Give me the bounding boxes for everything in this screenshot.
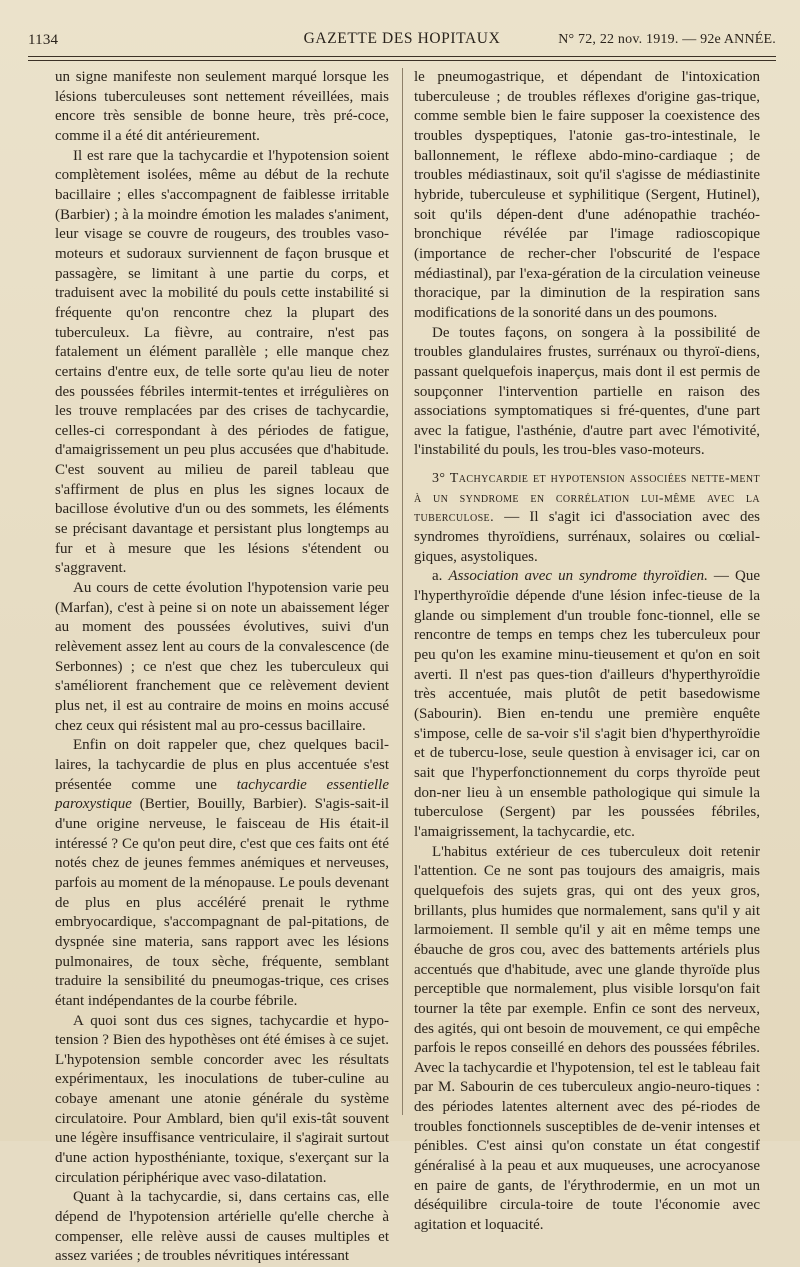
- page-number: 1134: [28, 32, 59, 48]
- right-column: [414, 68, 760, 1236]
- paragraph: A quoi sont dus ces signes, tachycardie et hypo-tension ? Bien des hypothèses ont été émises à ce sujet. L'hypotension semble concorder avec les résultats expérimentaux, les inoculations de tuber-culine au cobaye amenant une atonie générale du système circulatoire. Pour Amblard, bien qu'il exis-tât souvent une légère insuffisance ventriculaire, il s'agirait surtout d'une action hyposthéniante, toxique, s'exerçant sur la circulation périphérique avec vaso-dilatation.: [55, 1012, 389, 1186]
- paragraph: [55, 736, 389, 1011]
- paragraph: L'habitus extérieur de ces tuberculeux doit retenir l'attention. Ce ne sont pas toujours des amaigris, mais quelquefois des sujets gras, qui ont des yeux gros, brillants, plus humides que normalement, sans qu'il y ait larmoiement. Il semble qu'il y ait en même temps une ébauche de gros cou, avec des battements artériels plus accentués que d'habitude, avec une glande thyroïde plus perceptible que normalement, plus visible lorsqu'on fait tourner la tête par exemple. Enfin ce sont des nerveux, des agités, qui ont besoin de mouvement, ce qui empêche parfois le repos conseillé en dehors des poussées fébriles. Avec la tachycardie et l'hypotension, tel est le tableau fait par M. Sabourin de ces tuberculeux angio-neuro-tiques : des périodes latentes alternent avec des pé-riodes de troubles fonctionnels susceptibles de de-venir intenses et pénibles. C'est ainsi qu'on constate un état congestif généralisé à la peau et aux muqueuses, une acrocyanose en paire de gants, de l'érythrodermie, en un mot un déséquilibre circula-toire de toute l'économie avec agitation et loquacité.: [414, 843, 760, 1234]
- text-run: — Que l'hyperthyroïdie dépende d'une lésion infec-tieuse de la glande ou simplement d'un trouble fonc-tionnel, elle se rencontre de temps en temps chez les tuberculeux pour peu qu'on les examine minu-tieusement et qu'on en soit averti. Il n'est pas ques-tion d'ailleurs d'hyperthyroïdie très accentuée, mais plutôt de petit basedowisme (Sabourin). Bien en-tendu une première enquête s'impose, celle de sa-voir s'il s'agit bien d'hyperthyroïdie et de tubercu-lose, seule question à envisager ici, car on sait que l'hyperfonctionnement du corps thyroïde peut don-ner lieu à un ensemble pathologique qui simule la tuberculose (Sergent) par les poussées fébriles, l'amaigrissement, la tachycardie, etc.: [414, 568, 760, 840]
- issue-info: N° 72, 22 nov. 1919. — 92e ANNÉE.: [558, 32, 776, 47]
- paragraph: De toutes façons, on songera à la possibilité de troubles glandulaires frustes, surrénaux ou thyroï-diens, passant quelquefois inaperçus, mais dont il est permis de soupçonner l'intervention partielle en raison des associations symptomatiques si fré-quentes, d'une part avec la fatigue, l'asthénie, d'autre part avec l'émotivité, l'instabilité du pouls, les trou-bles vaso-moteurs.: [414, 324, 760, 459]
- column-divider: [402, 68, 403, 1115]
- subsection-label: a.: [432, 568, 449, 585]
- paragraph: un signe manifeste non seulement marqué lorsque les lésions tuberculeuses sont nettement réveillées, mais encore très sensible de bonne heure, très pré-coce, comme il a été dit antérieurement.: [55, 69, 389, 144]
- page-header: [28, 28, 776, 54]
- paragraph: Il est rare que la tachycardie et l'hypotension soient complètement isolées, même au début de la rechute bacillaire ; elles s'accompagnent de faiblesse irritable (Barbier) ; à la moindre émotion les malades s'animent, leur visage se couvre de rougeurs, des troubles vaso-moteurs et sudoraux surviennent de façon brusque et passagère, se limitant à une partie du corps, et traduisent avec la mobilité du pouls cette instabilité si fréquente qu'on rencontre chez la plupart des tuberculeux. La fièvre, au contraire, n'est pas fatalement un élément parallèle ; elle manque chez certains d'entre eux, de telle sorte qu'au lieu de noter des poussées fébriles intermit-tentes et irrégulières on les trouve remplacées par des crises de tachycardie, celles-ci correspondant à des périodes de fatigue, d'amaigrissement un peu plus accusées que d'habitude. C'est souvent au milieu de pareil tableau que s'affirment de plus en plus les signes locaux de bacillose évolutive d'un ou des sommets, les éléments se précisant davantage et persistant plus longtemps au fur et à mesure que les lésions s'étendent ou s'aggravent.: [55, 147, 389, 577]
- paragraph: Quant à la tachycardie, si, dans certains cas, elle dépend de l'hypotension artérielle qu'elle cherche à compenser, elle relève aussi de causes multiples et assez variées ; de troubles névritiques intéressant: [55, 1189, 389, 1265]
- section-paragraph: [414, 469, 760, 567]
- paragraph: [414, 567, 760, 842]
- text-run: (Bertier, Bouilly, Barbier). S'agis-sait-il d'une origine nerveuse, le faisceau de His était-il intéressé ? Ce qu'on peut dire, c'est que ces faits ont été notés chez de jeunes femmes anémiques et nerveuses, parfois au moment de la ménopause. Le pouls devenant de plus en plus accéléré prenait le rythme embryocardique, s'accompagnant de pal-pitations, de dyspnée sine materia, sans rapport avec les lésions pulmonaires, de toux sèche, fréquente, semblant traduire la sensibilité du pneumogas-trique, ces crises étant indépendantes de la courbe fébrile.: [55, 796, 389, 1009]
- text-run: Enfin on doit rappeler que, chez quelques bacil-laires, la tachycardie de plus en plus accentuée s'est présentée comme une: [55, 737, 389, 793]
- paragraph: Au cours de cette évolution l'hypotension varie peu (Marfan), c'est à peine si on note un abaissement léger au moment des poussées évolutives, suivi d'un relèvement assez lent au cours de la convalescence (de Serbonnes) ; ce n'est que chez les tuberculeux qui s'améliorent franchement que ce relèvement devient plus net, il est au contraire de moins en moins accusé chez ceux qui résistent mal au pro-cessus bacillaire.: [55, 580, 389, 734]
- text-run: — Il s'agit ici d'association avec des syndromes thyroïdiens, surrénaux, solaires ou cœlial-giques, asystoliques.: [414, 509, 760, 565]
- header-rule-top: [28, 56, 776, 57]
- subsection-title: Association avec un syndrome thyroïdien.: [448, 568, 708, 585]
- left-column: [55, 68, 389, 1267]
- italic-term: tachycardie essentielle paroxystique: [55, 776, 389, 813]
- journal-title: GAZETTE DES HOPITAUX: [303, 30, 501, 47]
- spacer: [414, 461, 760, 469]
- header-rule-bottom: [28, 60, 776, 61]
- paragraph: le pneumogastrique, et dépendant de l'intoxication tuberculeuse ; de troubles réflexes d'origine gas-trique, comme semble bien le faire supposer la coexistence des troubles dyspeptiques, l'atonie gas-tro-intestinale, le ballonnement, le réflexe abdo-mino-cardiaque ; de troubles médiastinaux, soit qu'il s'agisse de médiastinite hybride, tuberculeuse et syphilitique (Sergent, Hutinel), soit qu'ils dépen-dent d'une adénopathie trachéo-bronchique révélée par l'image radioscopique (importance de recher-cher l'obscurité de l'espace médiastinal), par l'exa-gération de la circulation veineuse thoracique, par la diminution de la respiration sans modifications de la sonorité dans un des poumons.: [414, 69, 760, 321]
- section-heading: 3° Tachycardie et hypotension associées nette-ment à un syndrome en corrélation lui-même avec la tuberculose.: [414, 471, 760, 526]
